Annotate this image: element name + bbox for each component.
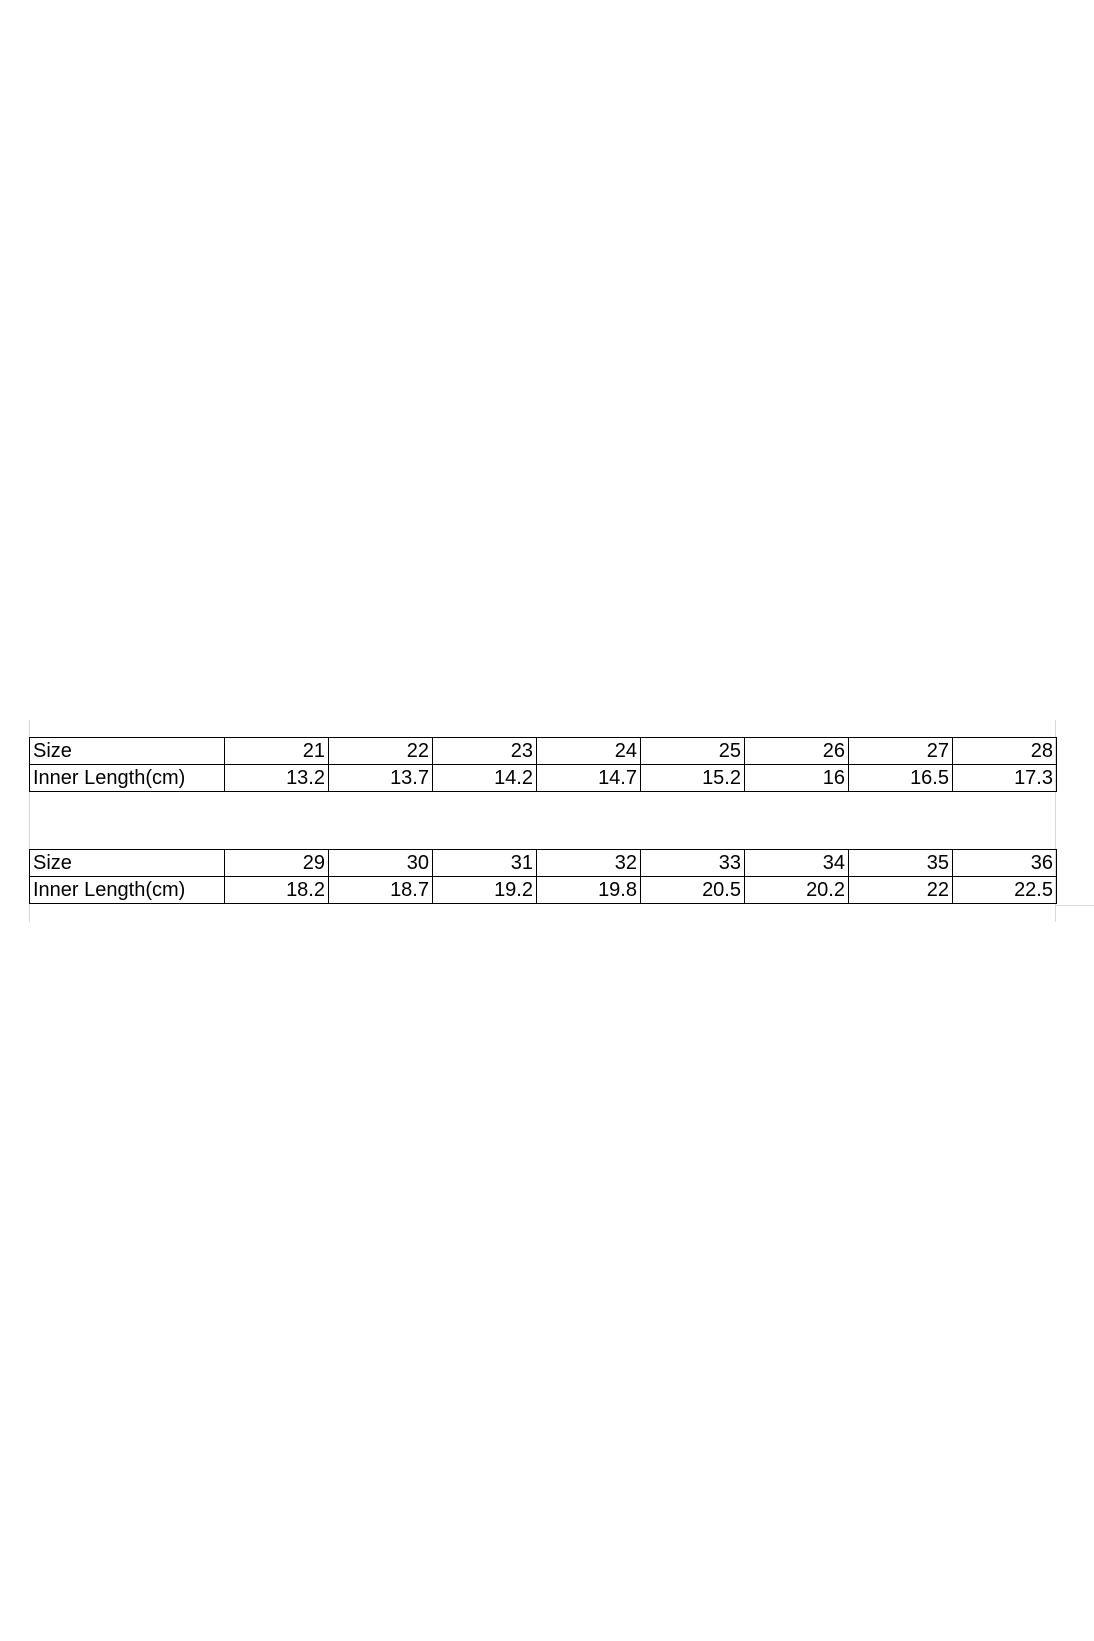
size-cell: 35 xyxy=(849,850,953,877)
size-cell: 22 xyxy=(329,738,433,765)
length-cell: 16 xyxy=(745,765,849,792)
length-cell: 17.3 xyxy=(953,765,1057,792)
length-cell: 22.5 xyxy=(953,877,1057,904)
length-cell: 20.5 xyxy=(641,877,745,904)
size-cell: 31 xyxy=(433,850,537,877)
length-cell: 14.2 xyxy=(433,765,537,792)
length-cell: 15.2 xyxy=(641,765,745,792)
length-cell: 18.2 xyxy=(225,877,329,904)
size-cell: 29 xyxy=(225,850,329,877)
size-row xyxy=(30,738,1057,765)
length-cell: 22 xyxy=(849,877,953,904)
row-label: Inner Length(cm) xyxy=(30,765,225,792)
size-cell: 30 xyxy=(329,850,433,877)
length-cell: 16.5 xyxy=(849,765,953,792)
size-cell: 34 xyxy=(745,850,849,877)
size-chart-table-1 xyxy=(29,737,1057,792)
size-cell: 25 xyxy=(641,738,745,765)
size-cell: 27 xyxy=(849,738,953,765)
size-cell: 24 xyxy=(537,738,641,765)
inner-length-row xyxy=(30,765,1057,792)
length-cell: 13.7 xyxy=(329,765,433,792)
length-cell: 19.2 xyxy=(433,877,537,904)
length-cell: 14.7 xyxy=(537,765,641,792)
row-label: Size xyxy=(30,850,225,877)
length-cell: 18.7 xyxy=(329,877,433,904)
size-cell: 26 xyxy=(745,738,849,765)
length-cell: 13.2 xyxy=(225,765,329,792)
size-chart-table-2 xyxy=(29,849,1057,904)
size-cell: 33 xyxy=(641,850,745,877)
size-cell: 36 xyxy=(953,850,1057,877)
row-label: Inner Length(cm) xyxy=(30,877,225,904)
inner-length-row xyxy=(30,877,1057,904)
length-cell: 20.2 xyxy=(745,877,849,904)
size-cell: 28 xyxy=(953,738,1057,765)
gridline-tail xyxy=(1055,905,1094,906)
size-cell: 21 xyxy=(225,738,329,765)
row-label: Size xyxy=(30,738,225,765)
size-cell: 32 xyxy=(537,850,641,877)
size-row xyxy=(30,850,1057,877)
size-cell: 23 xyxy=(433,738,537,765)
length-cell: 19.8 xyxy=(537,877,641,904)
